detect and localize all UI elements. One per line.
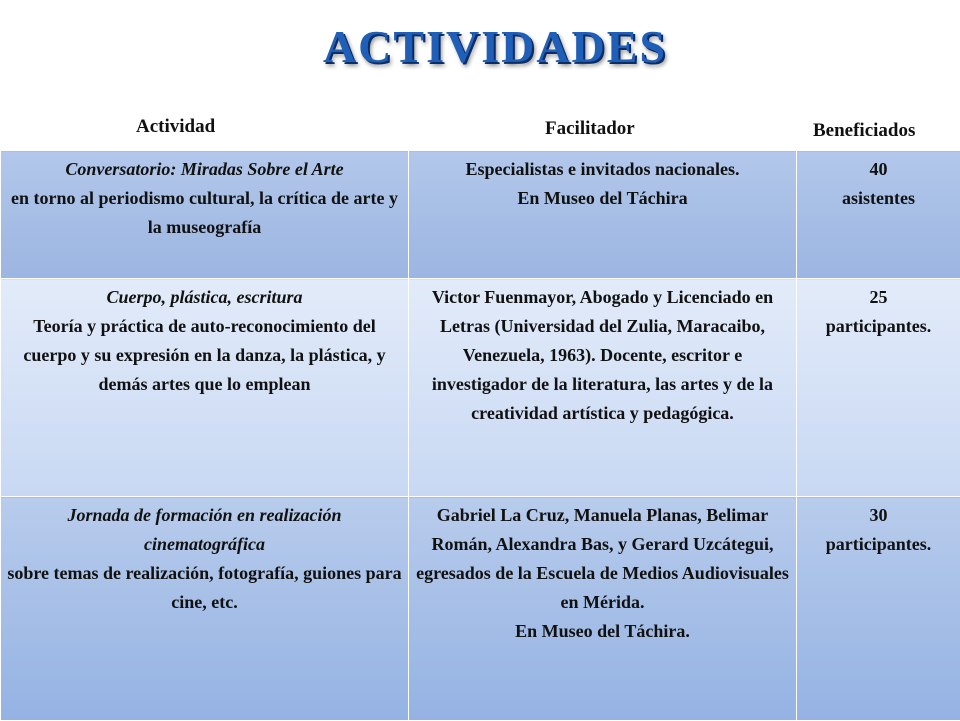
- beneficiados-unit: asistentes: [803, 184, 954, 213]
- facilitador-text: Especialistas e invitados nacionales.: [415, 155, 790, 184]
- facilitador-text: Victor Fuenmayor, Abogado y Licenciado en Letras (Universidad del Zulia, Maracaibo, Venezuela, 1963). Docente, escritor e investigador de la literatura, las artes y de la creatividad artística y pedagógica.: [415, 283, 790, 428]
- beneficiados-count: 30: [803, 501, 954, 530]
- facilitador-location: En Museo del Táchira.: [415, 617, 790, 646]
- column-header-facilitador: Facilitador: [545, 118, 635, 140]
- actividad-title: Jornada de formación en realización cinematográfica: [7, 501, 402, 559]
- facilitador-cell: [409, 279, 797, 497]
- actividad-description: sobre temas de realización, fotografía, guiones para cine, etc.: [7, 559, 402, 617]
- table-row: [1, 279, 960, 497]
- beneficiados-unit: participantes.: [803, 312, 954, 341]
- column-header-actividad: Actividad: [136, 116, 215, 138]
- actividad-cell: [1, 497, 409, 721]
- facilitador-location: En Museo del Táchira: [415, 184, 790, 213]
- beneficiados-cell: [797, 151, 960, 279]
- page-title: ACTIVIDADES: [0, 20, 960, 73]
- beneficiados-unit: participantes.: [803, 530, 954, 559]
- beneficiados-cell: [797, 497, 960, 721]
- activities-table: [0, 150, 960, 721]
- actividad-description: en torno al periodismo cultural, la crítica de arte y la museografía: [7, 184, 402, 242]
- actividad-title: Conversatorio: Miradas Sobre el Arte: [7, 155, 402, 184]
- table-row: [1, 151, 960, 279]
- column-header-beneficiados: Beneficiados: [813, 120, 915, 142]
- facilitador-cell: [409, 151, 797, 279]
- facilitador-cell: [409, 497, 797, 721]
- beneficiados-count: 40: [803, 155, 954, 184]
- actividad-cell: [1, 279, 409, 497]
- facilitador-text: Gabriel La Cruz, Manuela Planas, Belimar Román, Alexandra Bas, y Gerard Uzcátegui, egresados de la Escuela de Medios Audiovisuales en Mérida.: [415, 501, 790, 617]
- beneficiados-count: 25: [803, 283, 954, 312]
- actividad-description: Teoría y práctica de auto-reconocimiento del cuerpo y su expresión en la danza, la plástica, y demás artes que lo emplean: [7, 312, 402, 399]
- table-row: [1, 497, 960, 721]
- actividad-cell: [1, 151, 409, 279]
- actividad-title: Cuerpo, plástica, escritura: [7, 283, 402, 312]
- beneficiados-cell: [797, 279, 960, 497]
